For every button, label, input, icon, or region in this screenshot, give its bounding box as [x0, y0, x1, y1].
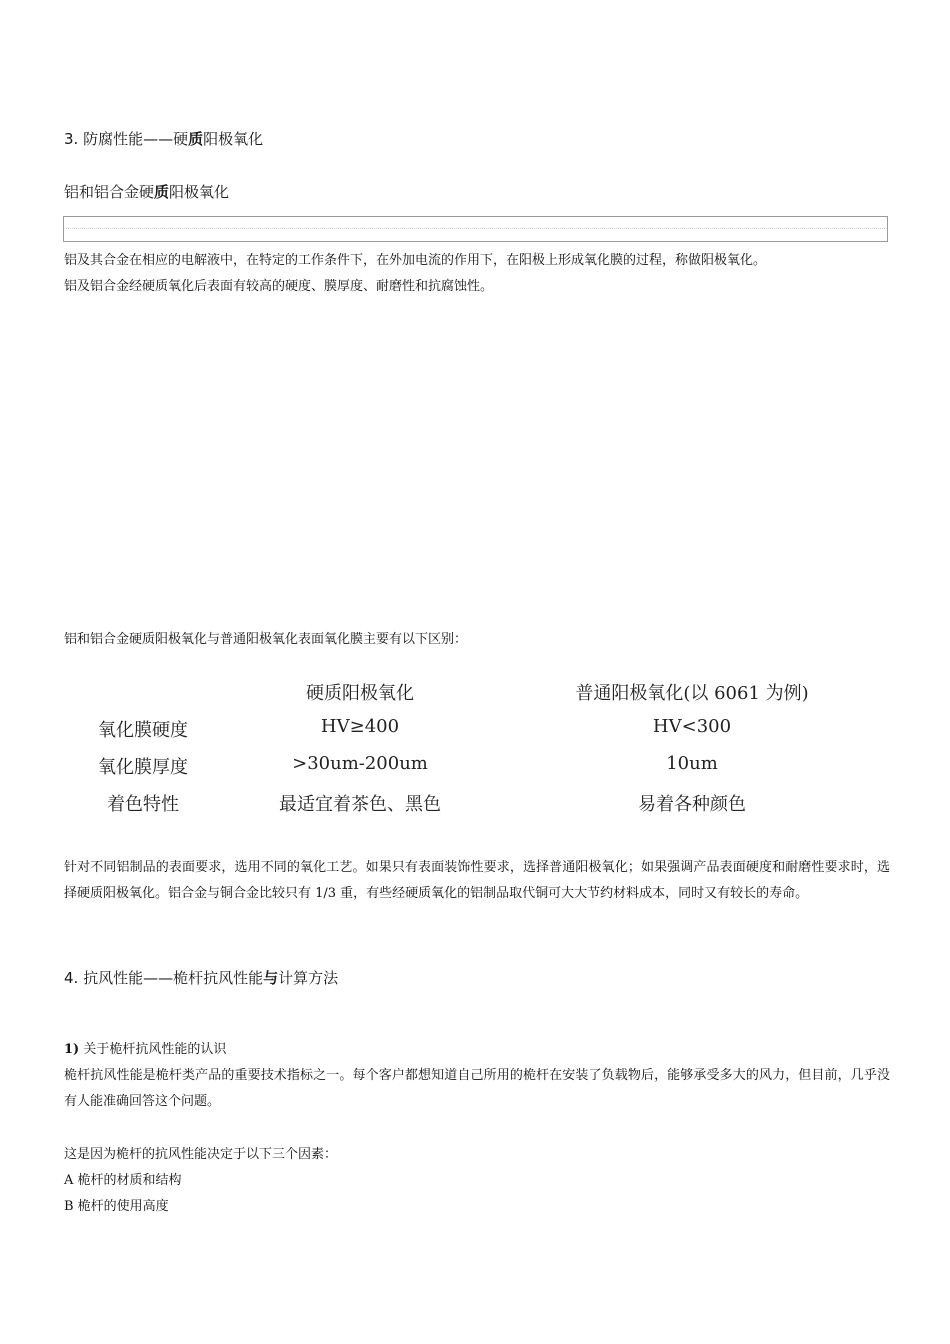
section-4-number: 4. [64, 969, 79, 987]
subheading-bold: 质 [154, 183, 170, 201]
frame-dotted-rule [66, 228, 885, 229]
subheading-post: 阳极氧化 [169, 183, 230, 201]
factors-intro: 这是因为桅杆的抗风性能决定于以下三个因素： [64, 1147, 338, 1162]
section-4-title-bold: 与 [263, 969, 279, 987]
subheading-pre: 铝和铝合金硬 [64, 183, 155, 201]
table-row-label: 氧化膜厚度 [98, 757, 188, 778]
table-header-hard: 硬质阳极氧化 [306, 683, 414, 704]
table-cell-normal: HV<300 [652, 716, 732, 737]
subheading [64, 181, 229, 202]
table-cell-hard: HV≥400 [320, 716, 400, 737]
intro-line-1: 铝及其合金在相应的电解液中，在特定的工作条件下，在外加电流的作用下，在阳极上形成氧化膜的过程，称做阳极氧化。 [64, 253, 767, 268]
section-3-number: 3. [64, 130, 79, 148]
table-cell-normal: 10um [666, 753, 718, 774]
factor-item: B 桅杆的使用高度 [64, 1199, 169, 1214]
item-1-paragraph: 桅杆抗风性能是桅杆类产品的重要技术指标之一。每个客户都想知道自己所用的桅杆在安装了负载物后，能够承受多大的风力，但目前，几乎没有人能准确回答这个问题。 [64, 1068, 890, 1109]
empty-frame [63, 216, 888, 242]
intro-line-2: 铝及铝合金经硬质氧化后表面有较高的硬度、膜厚度、耐磨性和抗腐蚀性。 [64, 279, 494, 294]
item-1-number: 1) [64, 1042, 80, 1057]
table-row-label: 氧化膜硬度 [98, 720, 188, 741]
table-cell-hard: 最适宜着茶色、黑色 [279, 794, 441, 815]
section-4-title-pre: 抗风性能——桅杆抗风性能 [83, 969, 264, 987]
section-4-title-post: 计算方法 [278, 969, 339, 987]
section-3-title-pre: 防腐性能——硬 [83, 130, 189, 148]
section-3-title-post: 阳极氧化 [203, 130, 264, 148]
factor-item: A 桅杆的材质和结构 [64, 1173, 182, 1188]
item-1-title: 关于桅杆抗风性能的认识 [83, 1042, 227, 1057]
section-4-heading [64, 967, 338, 988]
item-1-heading [64, 1037, 226, 1063]
comparison-intro: 铝和铝合金硬质阳极氧化与普通阳极氧化表面氧化膜主要有以下区别： [64, 632, 468, 647]
table-cell-hard: >30um-200um [292, 753, 428, 774]
table-header-normal: 普通阳极氧化(以 6061 为例) [575, 683, 809, 704]
section-3-title-bold: 质 [188, 130, 204, 148]
table-row-label: 着色特性 [107, 794, 179, 815]
conclusion-paragraph: 针对不同铝制品的表面要求，选用不同的氧化工艺。如果只有表面装饰性要求，选择普通阳极氧化；如果强调产品表面硬度和耐磨性要求时，选择硬质阳极氧化。铝合金与铜合金比较只有 1/3 重，有些经硬质氧化的铝制品取代铜可大大节约材料成本，同时又有较长的寿命。 [64, 860, 890, 901]
table-cell-normal: 易着各种颜色 [638, 794, 746, 815]
section-3-heading [64, 128, 263, 149]
